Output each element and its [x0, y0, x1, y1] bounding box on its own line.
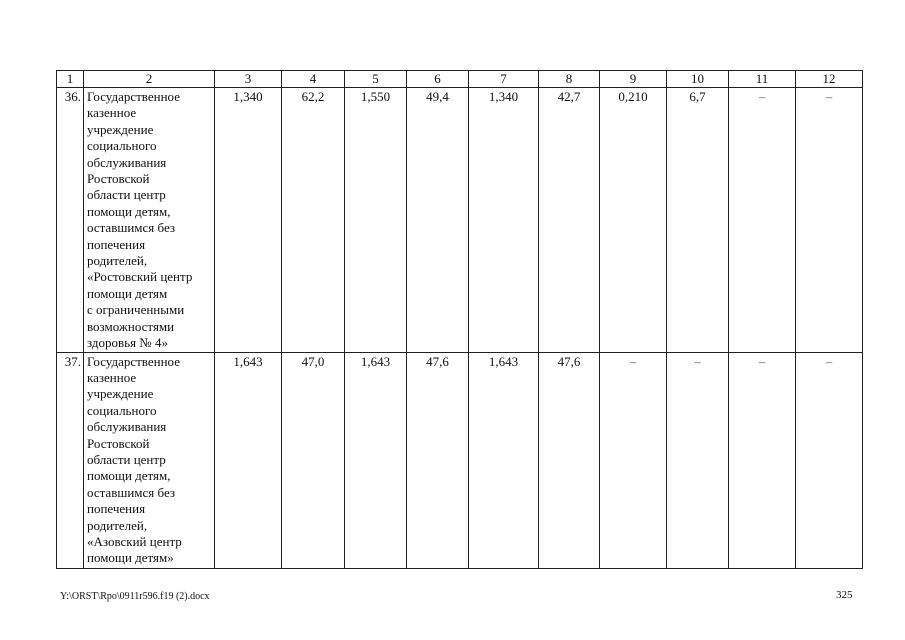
column-header: 1 [57, 71, 84, 88]
header-row [57, 71, 863, 88]
column-header: 2 [84, 71, 215, 88]
row-index: 37. [57, 352, 84, 568]
column-header: 10 [667, 71, 729, 88]
value-cell: 47,0 [282, 352, 345, 568]
column-header: 5 [345, 71, 407, 88]
value-cell: 1,340 [469, 88, 539, 353]
value-cell: – [729, 88, 796, 353]
row-index: 36. [57, 88, 84, 353]
table-row [57, 88, 863, 353]
value-cell: 1,550 [345, 88, 407, 353]
column-header: 8 [539, 71, 600, 88]
page-number: 325 [836, 589, 853, 601]
column-header: 12 [796, 71, 863, 88]
data-table [56, 70, 863, 569]
value-cell: 47,6 [539, 352, 600, 568]
column-header: 9 [600, 71, 667, 88]
value-cell: – [729, 352, 796, 568]
value-cell: – [667, 352, 729, 568]
value-cell: – [600, 352, 667, 568]
value-cell: 1,340 [215, 88, 282, 353]
institution-name: Государственное казенное учреждение социального обслуживания Ростовской области центр помощи детям, оставшимся без попечения родителей, «Азовский центр помощи детям» [84, 352, 215, 568]
value-cell: 1,643 [469, 352, 539, 568]
value-cell: 1,643 [345, 352, 407, 568]
value-cell: 47,6 [407, 352, 469, 568]
value-cell: – [796, 352, 863, 568]
value-cell: 0,210 [600, 88, 667, 353]
value-cell: 49,4 [407, 88, 469, 353]
footer-file-path: Y:\ORST\Rpo\0911r596.f19 (2).docx [60, 591, 210, 602]
column-header: 11 [729, 71, 796, 88]
institution-name: Государственное казенное учреждение социального обслуживания Ростовской области центр помощи детям, оставшимся без попечения родителей, «Ростовский центр помощи детям с ограниченными возможностями здоровья № 4» [84, 88, 215, 353]
value-cell: 62,2 [282, 88, 345, 353]
column-header: 6 [407, 71, 469, 88]
table-row [57, 352, 863, 568]
column-header: 7 [469, 71, 539, 88]
value-cell: – [796, 88, 863, 353]
value-cell: 42,7 [539, 88, 600, 353]
column-header: 3 [215, 71, 282, 88]
value-cell: 1,643 [215, 352, 282, 568]
column-header: 4 [282, 71, 345, 88]
value-cell: 6,7 [667, 88, 729, 353]
